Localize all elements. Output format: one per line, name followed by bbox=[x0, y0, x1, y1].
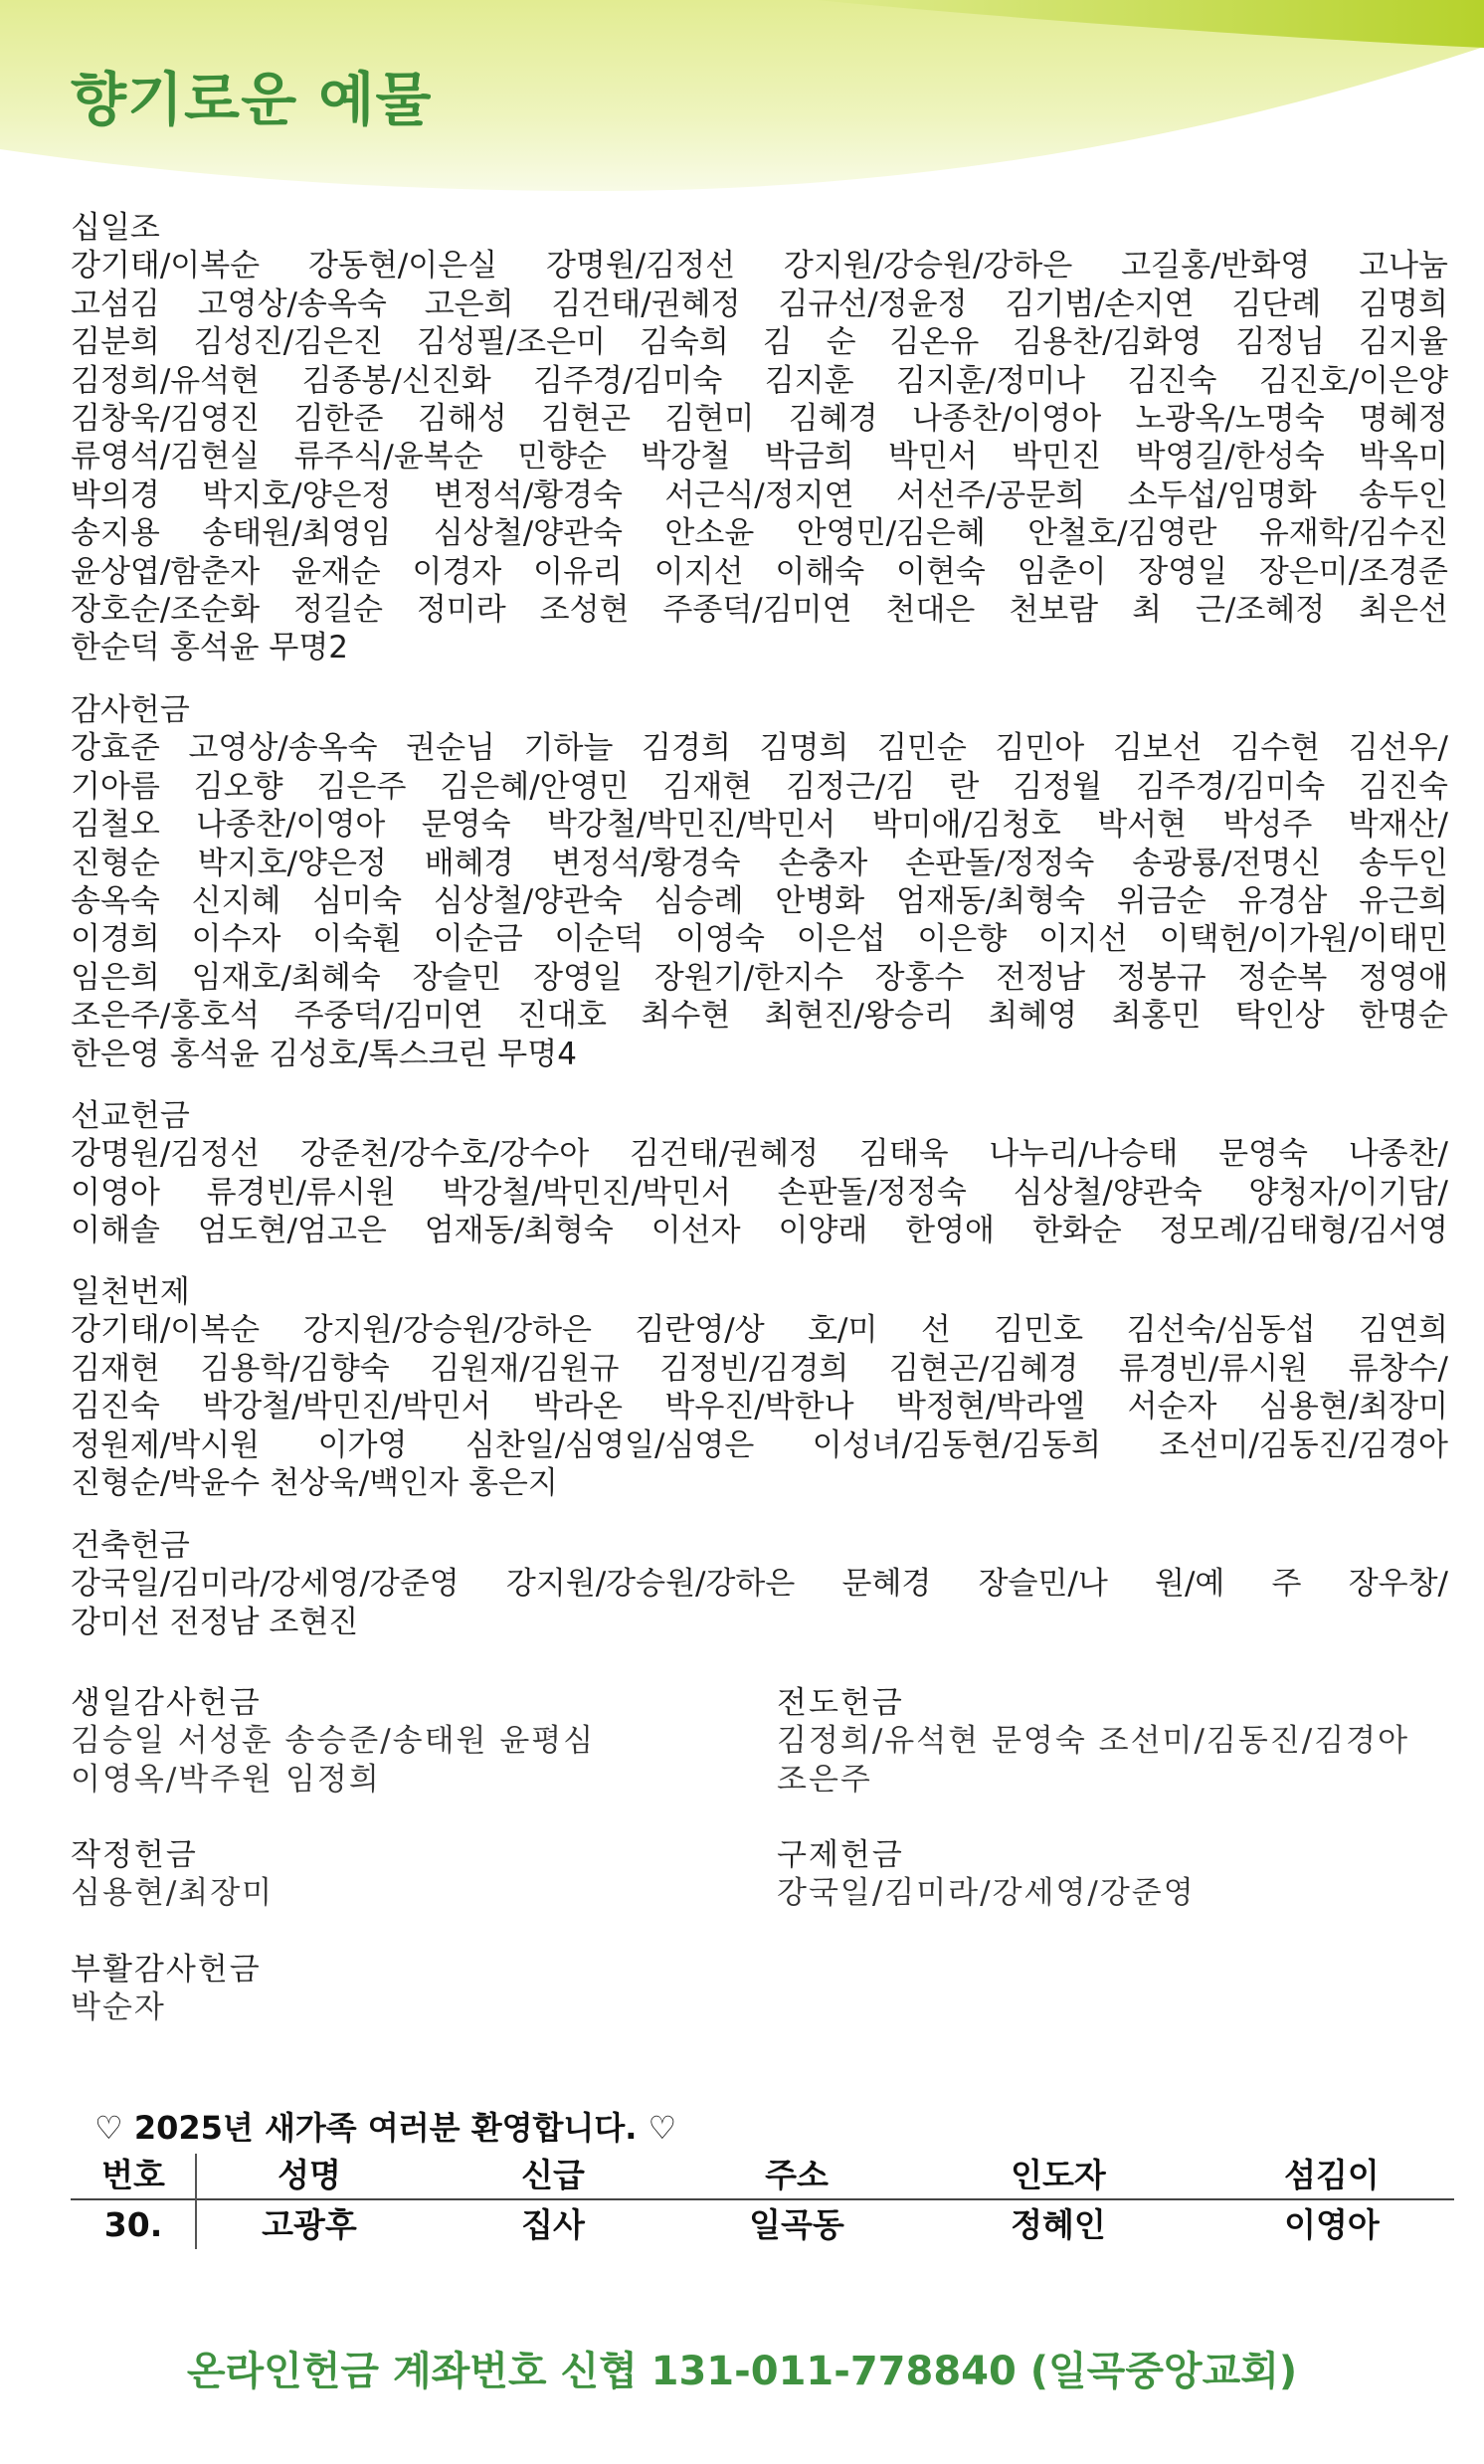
offering-line: 이영아 류경빈/류시원 박강철/박민진/박민서 손판돌/정정숙 심상철/양관숙 양청자/이기담/ bbox=[71, 1174, 1448, 1211]
offering-line: 김정희/유석현 김종봉/신진화 김주경/김미숙 김지훈 김지훈/정미나 김진숙 김진호/이은양 bbox=[71, 362, 1448, 399]
table-cell: 집사 bbox=[521, 2205, 585, 2244]
section-building bbox=[71, 1527, 1448, 1641]
new-family-title: ♡ 2025년 새가족 여러분 환영합니다. ♡ bbox=[94, 2109, 677, 2147]
online-offering-account: 온라인헌금 계좌번호 신협 131-011-778840 (일곡중앙교회) bbox=[186, 2349, 1298, 2394]
table-cell: 이영아 bbox=[1284, 2205, 1380, 2244]
offering-line: 김분희 김성진/김은진 김성필/조은미 김숙희 김 순 김온유 김용찬/김화영 김정님 김지율 bbox=[71, 324, 1448, 361]
offering-line: 김승일 서성훈 송승준/송태원 윤평심 bbox=[71, 1723, 596, 1760]
section-title: 일천번제 bbox=[71, 1274, 190, 1310]
offering-line: 진형순 박지호/양은정 배혜경 변정석/황경숙 손충자 손판돌/정정숙 송광룡/전명신 송두인 bbox=[71, 845, 1448, 881]
offering-line: 기아름 김오향 김은주 김은혜/안영민 김재현 김정근/김 란 김정월 김주경/김미숙 김진숙 bbox=[71, 768, 1448, 805]
section-title: 전도헌금 bbox=[777, 1685, 904, 1721]
section-mission bbox=[71, 1097, 1448, 1250]
section-easter-thanks bbox=[71, 1951, 767, 2027]
column-header: 인도자 bbox=[1011, 2156, 1106, 2194]
offering-line: 강국일/김미라/강세영/강준영 강지원/강승원/강하은 문혜경 장슬민/나 원/예 주 장우창/ bbox=[71, 1566, 1448, 1603]
section-title: 부활감사헌금 bbox=[71, 1952, 262, 1988]
section-thanksgiving bbox=[71, 691, 1448, 1073]
section-birthday-thanks bbox=[71, 1684, 767, 1799]
offering-line: 김진숙 박강철/박민진/박민서 박라온 박우진/박한나 박정현/박라엘 서순자 심용현/최장미 bbox=[71, 1389, 1448, 1425]
offering-line: 강국일/김미라/강세영/강준영 bbox=[777, 1875, 1196, 1912]
column-header: 신급 bbox=[521, 2156, 585, 2194]
section-tithe bbox=[71, 209, 1448, 667]
offering-line: 김정희/유석현 문영숙 조선미/김동진/김경아 bbox=[777, 1723, 1410, 1760]
offering-line: 조은주/홍호석 주중덕/김미연 진대호 최수현 최현진/왕승리 최혜영 최홍민 탁인상 한명순 bbox=[71, 998, 1448, 1035]
offering-line: 송지용 송태원/최영임 심상철/양관숙 안소윤 안영민/김은혜 안철호/김영란 유재학/김수진 bbox=[71, 515, 1448, 552]
offering-line: 김철오 나종찬/이영아 문영숙 박강철/박민진/박민서 박미애/김청호 박서현 박성주 박재산/ bbox=[71, 807, 1448, 844]
offering-line: 윤상엽/함춘자 윤재순 이경자 이유리 이지선 이해숙 이현숙 임춘이 장영일 장은미/조경준 bbox=[71, 553, 1448, 590]
offering-line: 이영옥/박주원 임정희 bbox=[71, 1761, 381, 1798]
new-family-table-header bbox=[0, 2156, 1484, 2195]
section-title: 감사헌금 bbox=[71, 692, 190, 728]
offering-line: 박순자 bbox=[71, 1990, 166, 2026]
column-header: 섬김이 bbox=[1284, 2156, 1380, 2194]
offering-line: 한순덕 홍석윤 무명2 bbox=[71, 630, 348, 666]
table-divider-horizontal bbox=[71, 2198, 1454, 2200]
section-title: 선교헌금 bbox=[71, 1098, 190, 1134]
page-title: 향기로운 예물 bbox=[71, 66, 433, 133]
offering-line: 진형순/박윤수 천상욱/백인자 홍은지 bbox=[71, 1464, 558, 1501]
table-cell: 정혜인 bbox=[1011, 2205, 1106, 2244]
offering-line: 이해솔 엄도현/엄고은 엄재동/최형숙 이선자 이양래 한영애 한화순 정모례/김태형/김서영 bbox=[71, 1213, 1448, 1249]
offering-line: 강효준 고영상/송옥숙 권순님 기하늘 김경희 김명희 김민순 김민아 김보선 김수현 김선우/ bbox=[71, 730, 1448, 767]
table-cell: 일곡동 bbox=[749, 2205, 844, 2244]
section-title: 구제헌금 bbox=[777, 1837, 904, 1873]
column-header: 성명 bbox=[278, 2156, 341, 2194]
offering-line: 조은주 bbox=[777, 1761, 872, 1798]
section-thousand-offering bbox=[71, 1273, 1448, 1502]
offering-line: 강미선 전정남 조현진 bbox=[71, 1604, 359, 1640]
offering-line: 박의경 박지호/양은정 변정석/황경숙 서근식/정지연 서선주/공문희 소두섭/임명화 송두인 bbox=[71, 476, 1448, 513]
section-relief bbox=[777, 1836, 1473, 1913]
offering-line: 장호순/조순화 정길순 정미라 조성현 주종덕/김미연 천대은 천보람 최 근/조혜정 최은선 bbox=[71, 591, 1448, 628]
section-title: 생일감사헌금 bbox=[71, 1685, 262, 1721]
section-pledge bbox=[71, 1836, 767, 1913]
offering-line: 심용현/최장미 bbox=[71, 1875, 275, 1912]
section-title: 십일조 bbox=[71, 210, 160, 246]
column-header: 주소 bbox=[765, 2156, 829, 2194]
section-title: 작정헌금 bbox=[71, 1837, 198, 1873]
offering-line: 송옥숙 신지혜 심미숙 심상철/양관숙 심승례 안병화 엄재동/최형숙 위금순 유경삼 유근희 bbox=[71, 882, 1448, 919]
offering-line: 강명원/김정선 강준천/강수호/강수아 김건태/권혜정 김태욱 나누리/나승태 문영숙 나종찬/ bbox=[71, 1136, 1448, 1173]
table-cell: 고광후 bbox=[262, 2205, 357, 2244]
offering-line: 이경희 이수자 이숙훤 이순금 이순덕 이영숙 이은섭 이은향 이지선 이택헌/이가원/이태민 bbox=[71, 921, 1448, 958]
offering-line: 한은영 홍석윤 김성호/톡스크린 무명4 bbox=[71, 1036, 577, 1072]
offering-line: 임은희 임재호/최혜숙 장슬민 장영일 장원기/한지수 장홍수 전정남 정봉규 정순복 정영애 bbox=[71, 959, 1448, 996]
offering-line: 정원제/박시원 이가영 심찬일/심영일/심영은 이성녀/김동현/김동희 조선미/김동진/김경아 bbox=[71, 1426, 1448, 1463]
offering-line: 강기태/이복순 강동현/이은실 강명원/김정선 강지원/강승원/강하은 고길홍/반화영 고나눔 bbox=[71, 248, 1448, 284]
offering-line: 김재현 김용학/김향숙 김원재/김원규 김정빈/김경희 김현곤/김혜경 류경빈/류시원 류창수/ bbox=[71, 1350, 1448, 1387]
offering-line: 김창욱/김영진 김한준 김해성 김현곤 김현미 김혜경 나종찬/이영아 노광옥/노명숙 명혜정 bbox=[71, 400, 1448, 437]
section-evangelism bbox=[777, 1684, 1473, 1799]
offering-line: 류영석/김현실 류주식/윤복순 민향순 박강철 박금희 박민서 박민진 박영길/한성숙 박옥미 bbox=[71, 439, 1448, 475]
offering-line: 강기태/이복순 강지원/강승원/강하은 김란영/상 호/미 선 김민호 김선숙/심동섭 김연희 bbox=[71, 1312, 1448, 1349]
table-cell: 30. bbox=[103, 2205, 163, 2244]
offering-line: 고섬김 고영상/송옥숙 고은희 김건태/권혜정 김규선/정윤정 김기범/손지연 김단례 김명희 bbox=[71, 285, 1448, 322]
table-row bbox=[0, 2205, 1484, 2245]
section-title: 건축헌금 bbox=[71, 1528, 190, 1564]
column-header: 번호 bbox=[101, 2156, 165, 2194]
